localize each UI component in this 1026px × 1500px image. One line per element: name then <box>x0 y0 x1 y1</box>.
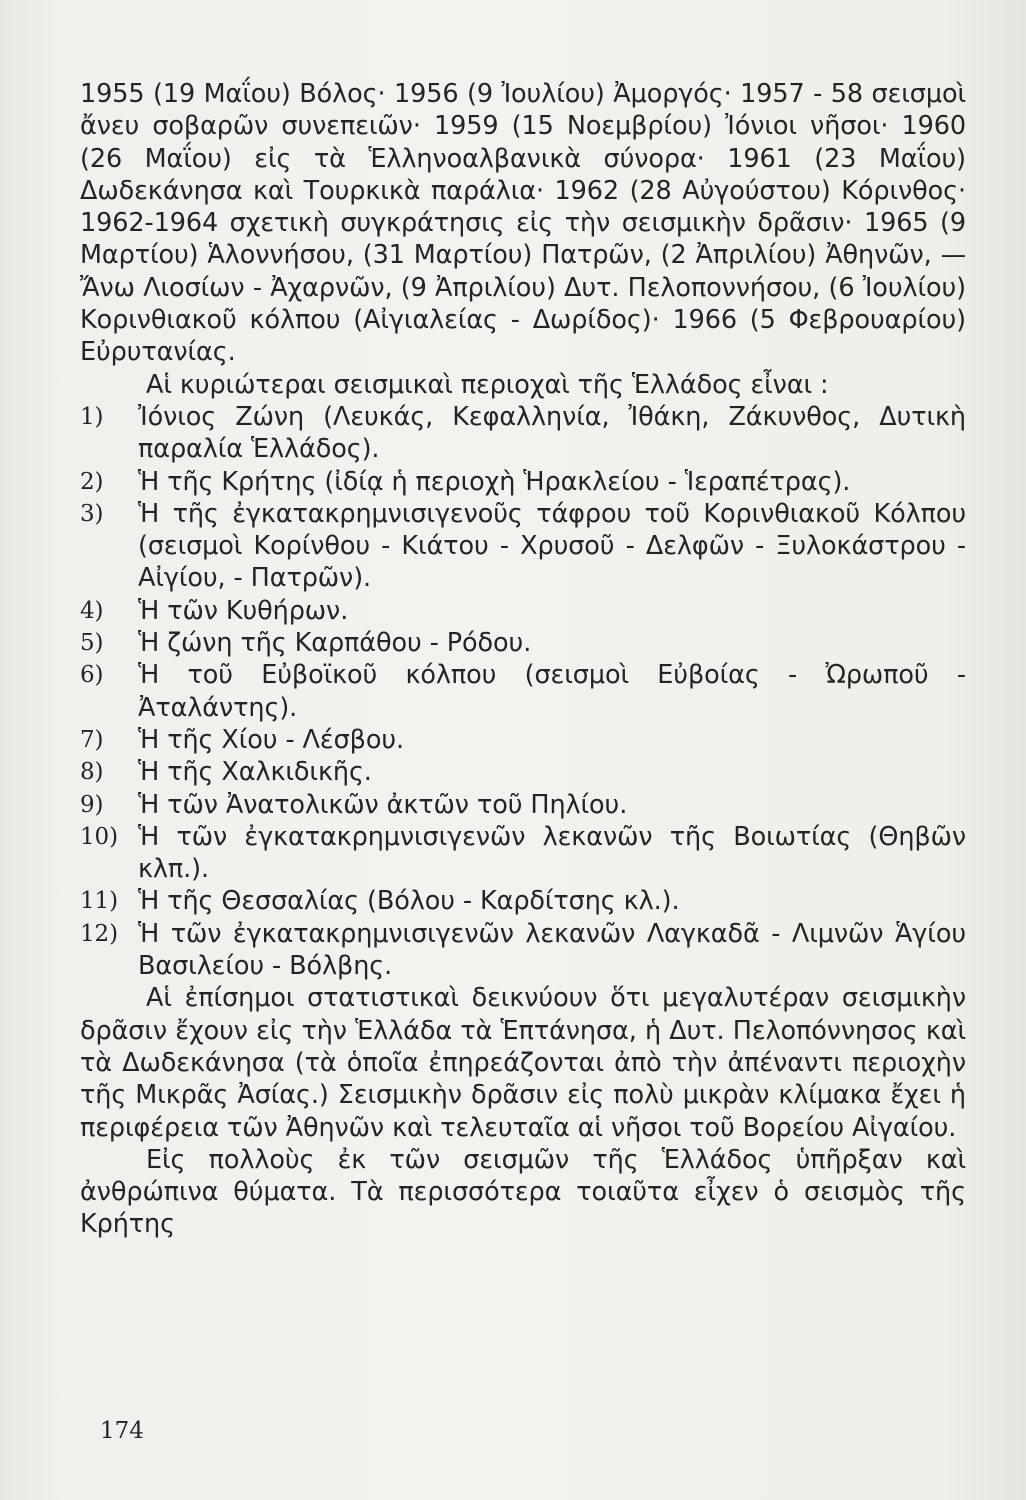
list-item-text: Ἡ τοῦ Εὐβοϊκοῦ κόλπου (σεισμοὶ Εὐβοίας - Ὠρωποῦ - Ἀταλάντης). <box>138 660 966 723</box>
list-item-number: 6) <box>80 662 104 689</box>
list-item-number: 8) <box>80 759 104 786</box>
list-item-number: 3) <box>80 500 104 527</box>
list-item-text: Ἡ τῆς Χίου - Λέσβου. <box>138 724 404 755</box>
list-item-number: 12) <box>80 920 118 947</box>
list-item <box>80 756 966 788</box>
list-item-text: Ἡ τῶν ἐγκατακρημνισιγενῶν λεκανῶν τῆς Βοιωτίας (Θηβῶν κλπ.). <box>138 821 966 885</box>
list-item <box>80 401 966 466</box>
list-item <box>80 918 966 983</box>
list-item-number: 9) <box>80 791 104 818</box>
list-item-number: 10) <box>80 823 118 850</box>
list-item-text: Ἡ τῶν Ἀνατολικῶν ἀκτῶν τοῦ Πηλίου. <box>138 789 628 820</box>
seismic-regions-intro: Αἱ κυριώτεραι σεισμικαὶ περιοχαὶ τῆς Ἑλλάδος εἶναι : <box>146 369 829 400</box>
list-item <box>80 498 966 595</box>
list-item <box>80 659 966 724</box>
list-item-number: 4) <box>80 597 104 624</box>
list-item-text: Ἡ ζώνη τῆς Καρπάθου - Ρόδου. <box>138 628 532 659</box>
list-item <box>80 789 966 821</box>
seismic-regions-list <box>80 401 966 982</box>
list-item-number: 5) <box>80 630 104 657</box>
list-item-text: Ἡ τῆς Θεσσαλίας (Βόλου - Καρδίτσης κλ.). <box>138 886 680 917</box>
list-item <box>80 885 966 917</box>
list-item-number: 2) <box>80 468 104 495</box>
list-item <box>80 595 966 627</box>
list-item-text: Ἡ τῶν ἐγκατακρημνισιγενῶν λεκανῶν Λαγκαδᾶ - Λιμνῶν Ἁγίου Βασιλείου - Βόλβης. <box>138 918 966 982</box>
page-number: 174 <box>100 1418 144 1444</box>
list-item-number: 7) <box>80 726 104 753</box>
earthquake-chronology-paragraph: 1955 (19 Μαΐου) Βόλος· 1956 (9 Ἰουλίου) Ἀμοργός· 1957 - 58 σεισμοὶ ἄνευ σοβαρῶν συνεπειῶν· 1959 (15 Νοεμβρίου) Ἰόνιοι νῆσοι· 1960 (26 Μαΐου) εἰς τὰ Ἑλληνοαλβανικὰ σύνορα· 1961 (23 Μαΐου) Δωδεκάνησα καὶ Τουρκικὰ παράλια· 1962 (28 Αὐγούστου) Κόρινθος· 1962-1964 σχετικὴ συγκράτησις εἰς τὴν σεισμικὴν δρᾶσιν· 1965 (9 Μαρτίου) Ἁλοννήσου, (31 Μαρτίου) Πατρῶν, (2 Ἀπριλίου) Ἀθηνῶν, —Ἄνω Λιοσίων - Ἀχαρνῶν, (9 Ἀπριλίου) Δυτ. Πελοποννήσου, (6 Ἰουλίου) Κορινθιακοῦ κόλπου (Αἰγιαλείας - Δωρίδος)· 1966 (5 Φεβρουαρίου) Εὐρυτανίας. <box>80 79 966 368</box>
victims-paragraph: Εἰς πολλοὺς ἐκ τῶν σεισμῶν τῆς Ἑλλάδος ὑπῆρξαν καὶ ἀνθρώπινα θύματα. Τὰ περισσότερα τοιαῦτα εἶχεν ὁ σεισμὸς τῆς Κρήτης <box>80 1144 966 1240</box>
list-item-number: 1) <box>80 403 104 430</box>
page-body <box>80 78 966 1241</box>
statistics-paragraph: Αἱ ἐπίσημοι στατιστικαὶ δεικνύουν ὅτι μεγαλυτέραν σεισμικὴν δρᾶσιν ἔχουν εἰς τὴν Ἑλλάδα τὰ Ἑπτάνησα, ἡ Δυτ. Πελοπόννησος καὶ τὰ Δωδεκάνησα (τὰ ὁποῖα ἐπηρεάζονται ἀπὸ τὴν ἀπέναντι περιοχὴν τῆς Μικρᾶς Ἀσίας.) Σεισμικὴν δρᾶσιν εἰς πολὺ μικρὰν κλίμακα ἔχει ἡ περιφέρεια τῶν Ἀθηνῶν καὶ τελευταῖα αἱ νῆσοι τοῦ Βορείου Αἰγαίου. <box>80 983 966 1143</box>
list-item-text: Ἡ τῆς ἐγκατακρημνισιγενοῦς τάφρου τοῦ Κορινθιακοῦ Κόλπου (σεισμοὶ Κορίνθου - Κιάτου - Χρυσοῦ - Δελφῶν - Ξυλοκάστρου - Αἰγίου, - Πατρῶν). <box>138 498 966 594</box>
list-item-number: 11) <box>80 888 118 915</box>
list-item <box>80 627 966 659</box>
list-item <box>80 821 966 886</box>
list-item <box>80 724 966 756</box>
list-item-text: Ἡ τῆς Χαλκιδικῆς. <box>138 757 372 788</box>
list-item-text: Ἰόνιος Ζώνη (Λευκάς, Κεφαλληνία, Ἰθάκη, Ζάκυνθος, Δυτικὴ παραλία Ἑλλάδος). <box>138 401 966 465</box>
list-item-text: Ἡ τῆς Κρήτης (ἰδίᾳ ἡ περιοχὴ Ἡρακλείου - Ἱεραπέτρας). <box>138 466 851 497</box>
list-item <box>80 466 966 498</box>
list-item-text: Ἡ τῶν Κυθήρων. <box>138 595 349 626</box>
